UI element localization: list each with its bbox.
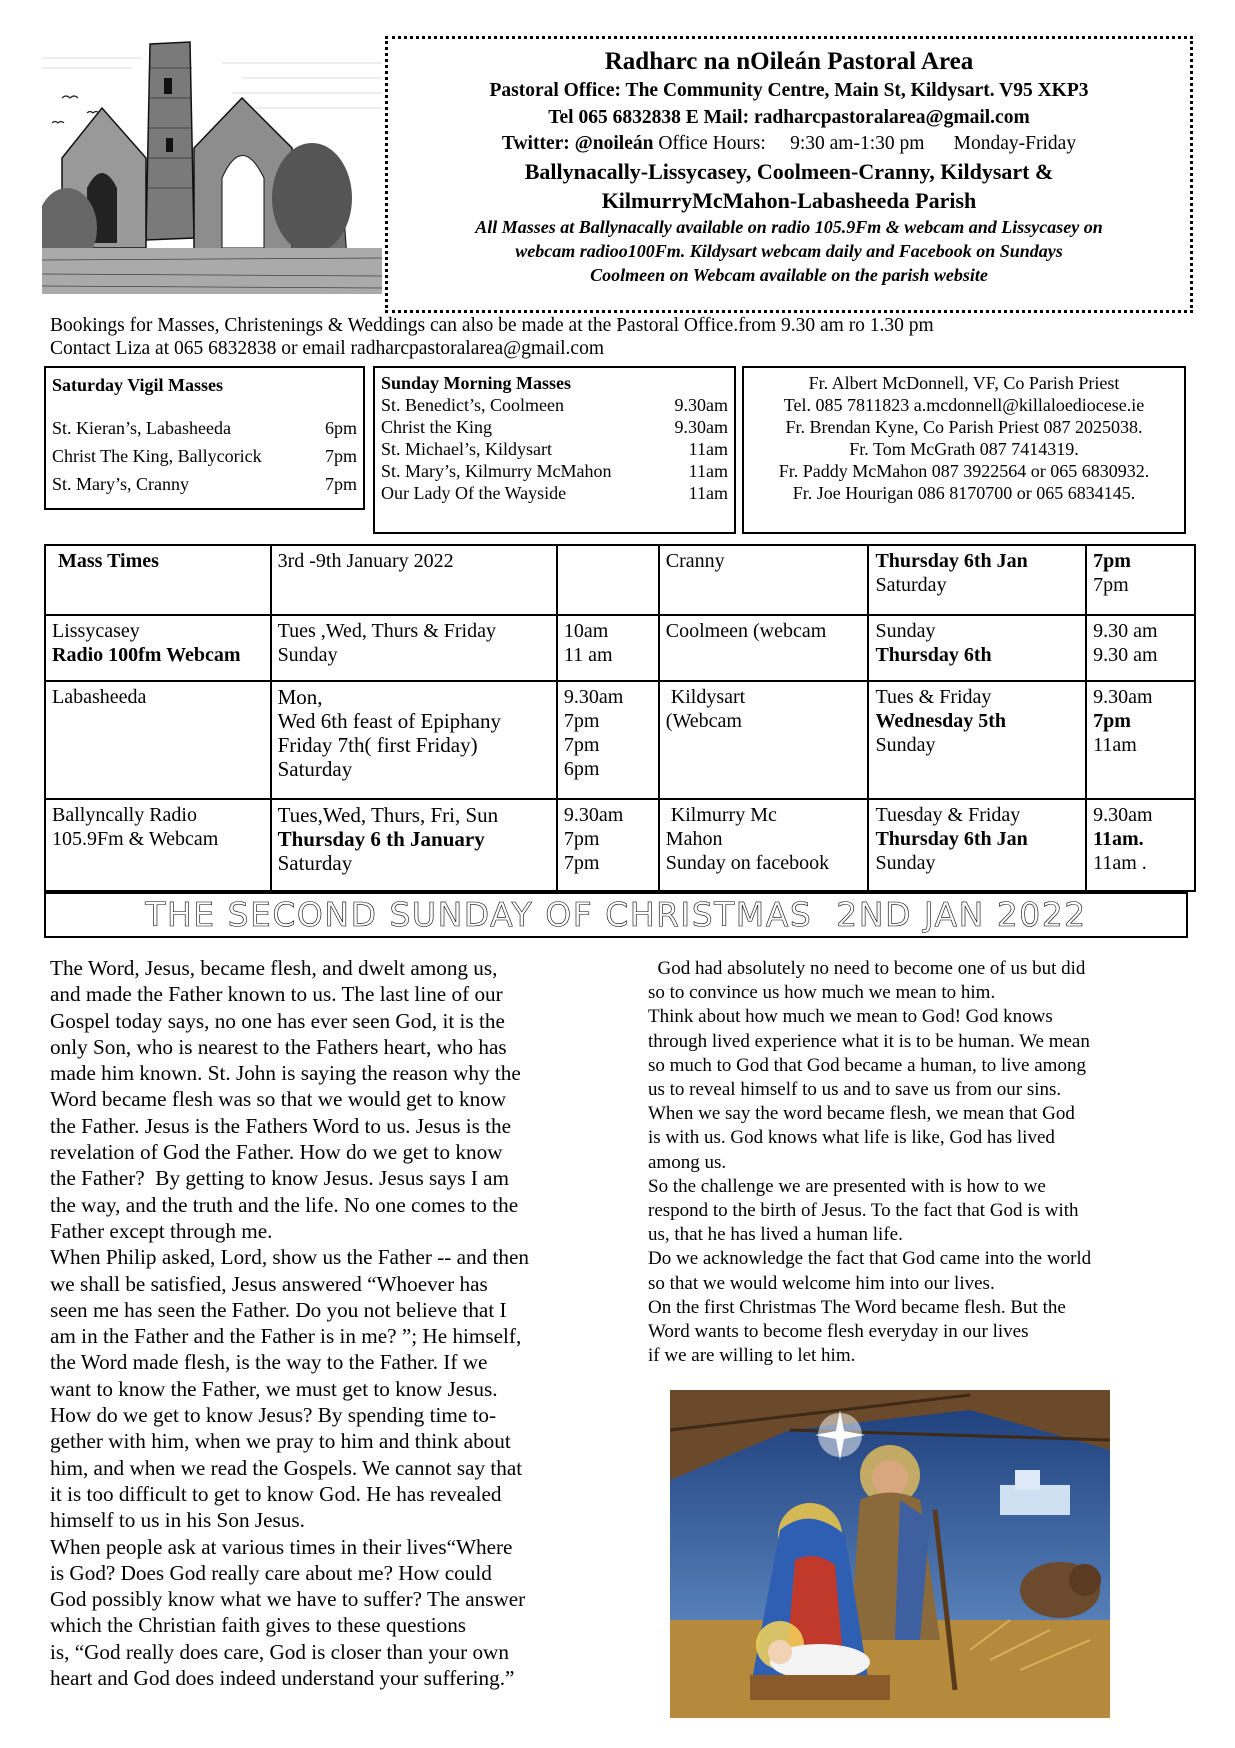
table-cell xyxy=(1086,799,1195,891)
text-line: himself to us in his Son Jesus. xyxy=(50,1508,305,1533)
time: 11am. xyxy=(1093,828,1144,850)
pastoral-area-title: Radharc na nOileán Pastoral Area xyxy=(604,48,974,75)
table-cell xyxy=(868,545,1086,615)
table-row xyxy=(45,545,1195,615)
sunday-item xyxy=(381,394,728,416)
header-info-box xyxy=(385,36,1193,313)
vigil-item xyxy=(52,442,357,470)
text-line: The Word, Jesus, became flesh, and dwelt among us, xyxy=(50,956,498,980)
day: Tuesday & Friday xyxy=(875,804,1021,826)
priest-line: Fr. Joe Hourigan 086 8170700 or 065 6834145. xyxy=(792,483,1136,503)
text-line: God possibly know what we have to suffer? The answer xyxy=(50,1587,526,1612)
table-cell xyxy=(659,681,869,799)
text-line: so to convince us how much we mean to him. xyxy=(648,982,996,1004)
day: Saturday xyxy=(875,574,947,596)
mass-times-table xyxy=(44,544,1196,892)
office-hours: Office Hours: 9:30 am-1:30 pm Monday-Friday xyxy=(653,133,1077,154)
day: Tues & Friday xyxy=(875,686,992,708)
sunday-time: 11am xyxy=(688,439,728,459)
text-line: seen me has seen the Father. Do you not believe that I xyxy=(50,1297,507,1322)
vigil-time: 7pm xyxy=(324,474,357,494)
text-line: Father except through me. xyxy=(50,1218,273,1243)
time: 6pm xyxy=(563,758,600,780)
text-line: so that we would welcome him into our lives. xyxy=(648,1272,995,1294)
time: 11am . xyxy=(1093,852,1147,874)
text-line: the Father? By getting to know Jesus. Jesus says I am xyxy=(50,1166,510,1191)
vigil-place: St. Mary’s, Cranny xyxy=(52,474,189,494)
text-line: When people ask at various times in their lives“Where xyxy=(50,1534,513,1559)
vigil-time: 6pm xyxy=(324,418,357,438)
table-heading: Mass Times xyxy=(58,550,159,572)
text-line: How do we get to know Jesus? By spending time to- xyxy=(50,1403,497,1428)
table-row xyxy=(45,799,1195,891)
reflection-left-column xyxy=(50,955,625,1691)
text-line: revelation of God the Father. How do we get to know xyxy=(50,1140,503,1165)
text-line: heart and God does indeed understand your suffering.” xyxy=(50,1666,515,1691)
text-line: On the first Christmas The Word became flesh. But the xyxy=(648,1296,1066,1318)
text-line: gether with him, when we pray to him and think about xyxy=(50,1429,511,1454)
time: 11am xyxy=(1093,734,1137,756)
time: 7pm xyxy=(563,852,600,874)
text-line: is God? Does God really care about me? How could xyxy=(50,1560,492,1585)
location: Kildysart xyxy=(665,686,746,708)
text-line: us, that he has lived a human life. xyxy=(648,1224,903,1246)
text-line: Word wants to become flesh everyday in our lives xyxy=(648,1321,1029,1343)
text-line: only Son, who is nearest to the Fathers heart, who has xyxy=(50,1034,507,1059)
text-line: we shall be satisfied, Jesus answered “Whoever has xyxy=(50,1271,488,1296)
sunday-item xyxy=(381,416,728,438)
text-line: it is too difficult to get to know God. He has revealed xyxy=(50,1481,502,1506)
parish-line-1: Ballynacally-Lissycasey, Coolmeen-Cranny, Kildysart & xyxy=(524,158,1054,184)
day: Tues,Wed, Thurs, Fri, Sun xyxy=(277,803,499,827)
sunday-time: 9.30am xyxy=(674,395,728,415)
sunday-heading: Sunday Morning Masses xyxy=(381,373,572,393)
day: Saturday xyxy=(277,757,353,781)
table-cell xyxy=(557,681,659,799)
time: 7pm xyxy=(1093,574,1129,596)
text-line: am in the Father and the Father is in me? ”; He himself, xyxy=(50,1324,522,1349)
location: Cranny xyxy=(665,550,725,572)
text-line: want to know the Father, we must get to know Jesus. xyxy=(50,1376,498,1401)
table-cell xyxy=(557,545,659,615)
text-line: Gospel today says, no one has ever seen God, it is the xyxy=(50,1008,505,1033)
text-line: is with us. God knows what life is like, God has lived xyxy=(648,1127,1055,1149)
priests-contact-box xyxy=(742,366,1186,534)
booking-line-2: Contact Liza at 065 6832838 or email radharcpastoralarea@gmail.com xyxy=(50,338,604,359)
table-cell xyxy=(45,615,271,681)
table-cell xyxy=(1086,681,1195,799)
sunday-item xyxy=(381,460,728,482)
location-detail: (Webcam xyxy=(665,710,742,732)
text-line: the way, and the truth and the life. No one comes to the xyxy=(50,1192,519,1217)
sunday-time: 11am xyxy=(688,483,728,503)
location-detail: Radio 100fm Webcam xyxy=(52,644,241,666)
day: Thursday 6th xyxy=(875,644,992,666)
sunday-morning-box xyxy=(373,366,736,534)
time: 9.30am xyxy=(1093,804,1153,826)
text-line: which the Christian faith gives to these questions xyxy=(50,1613,467,1638)
reflection-right-column xyxy=(648,957,1193,1368)
text-line: Think about how much we mean to God! God knows xyxy=(648,1006,1053,1028)
time: 9.30am xyxy=(563,686,624,708)
day: Wed 6th feast of Epiphany xyxy=(277,709,501,733)
table-cell xyxy=(659,799,869,891)
day: Sunday xyxy=(875,852,936,874)
vigil-item xyxy=(52,414,357,442)
day: Wednesday 5th xyxy=(875,710,1007,732)
masses-broadcast-line-3: Coolmeen on Webcam available on the parish website xyxy=(590,264,988,285)
twitter-handle: Twitter: @noileán xyxy=(501,133,654,154)
day: Thursday 6 th January xyxy=(277,827,485,851)
text-line: made him known. St. John is saying the reason why the xyxy=(50,1061,521,1086)
vigil-place: St. Kieran’s, Labasheeda xyxy=(52,418,231,438)
day: Saturday xyxy=(277,851,353,875)
day: Tues ,Wed, Thurs & Friday xyxy=(277,620,496,642)
priest-line: Fr. Albert McDonnell, VF, Co Parish Priest xyxy=(808,373,1120,393)
booking-line-1: Bookings for Masses, Christenings & Weddings can also be made at the Pastoral Office.from 9.30 am ro 1.30 pm xyxy=(50,315,934,336)
sunday-place: Our Lady Of the Wayside xyxy=(381,483,567,503)
text-line: among us. xyxy=(648,1151,727,1173)
time: 9.30am xyxy=(1093,686,1153,708)
time: 9.30 am xyxy=(1093,644,1158,666)
table-cell xyxy=(45,545,271,615)
text-line: if we are willing to let him. xyxy=(648,1345,856,1367)
time: 7pm xyxy=(1093,550,1131,572)
text-line: Word became flesh was so that we would get to know xyxy=(50,1087,507,1112)
table-cell xyxy=(1086,545,1195,615)
text-line: Do we acknowledge the fact that God came into the world xyxy=(648,1248,1092,1270)
sunday-item xyxy=(381,438,728,460)
text-line: the Father. Jesus is the Fathers Word to us. Jesus is the xyxy=(50,1113,512,1138)
table-cell xyxy=(1086,615,1195,681)
location: Mahon xyxy=(665,828,723,850)
location: Coolmeen (webcam xyxy=(665,620,827,642)
location-detail: Sunday on facebook xyxy=(665,852,830,874)
sunday-time: 11am xyxy=(688,461,728,481)
priest-line: Fr. Paddy McMahon 087 3922564 or 065 6830932. xyxy=(778,461,1150,481)
text-line: so much to God that God became a human, to live among xyxy=(648,1054,1086,1076)
sunday-place: St. Mary’s, Kilmurry McMahon xyxy=(381,461,612,481)
masses-broadcast-line-1: All Masses at Ballynacally available on radio 105.9Fm & webcam and Lissycasey on xyxy=(475,216,1103,237)
nativity-scene-image xyxy=(670,1390,1110,1718)
text-line: is, “God really does care, God is closer than your own xyxy=(50,1639,509,1664)
text-line: respond to the birth of Jesus. To the fact that God is with xyxy=(648,1200,1079,1222)
text-line: us to reveal himself to us and to save us from our sins. xyxy=(648,1079,1062,1101)
vigil-time: 7pm xyxy=(324,446,357,466)
time: 7pm xyxy=(563,828,600,850)
parish-line-2: KilmurryMcMahon-Labasheeda Parish xyxy=(601,187,977,213)
twitter-hours-line xyxy=(388,134,1190,154)
table-cell xyxy=(271,799,557,891)
day: Sunday xyxy=(875,620,936,642)
table-cell xyxy=(557,799,659,891)
text-line: the Word made flesh, is the way to the Father. If we xyxy=(50,1350,488,1375)
time: 10am xyxy=(563,620,609,642)
day: Sunday xyxy=(875,734,936,756)
time: 7pm xyxy=(563,734,600,756)
table-row xyxy=(45,681,1195,799)
table-cell xyxy=(45,681,271,799)
time: 9.30 am xyxy=(1093,620,1158,642)
day: Thursday 6th Jan xyxy=(875,828,1028,850)
table-cell xyxy=(45,799,271,891)
priest-line: Fr. Brendan Kyne, Co Parish Priest 087 2025038. xyxy=(785,417,1143,437)
table-cell xyxy=(271,681,557,799)
text-line: God had absolutely no need to become one of us but did xyxy=(648,958,1086,979)
table-cell xyxy=(868,681,1086,799)
location: Ballyncally Radio xyxy=(52,804,197,826)
table-cell xyxy=(659,615,869,681)
sunday-place: St. Michael’s, Kildysart xyxy=(381,439,552,459)
time: 11 am xyxy=(563,644,613,666)
table-cell xyxy=(557,615,659,681)
sunday-time: 9.30am xyxy=(674,417,728,437)
sunday-place: St. Benedict’s, Coolmeen xyxy=(381,395,564,415)
vigil-place: Christ The King, Ballycorick xyxy=(52,446,262,466)
text-line: and made the Father known to us. The last line of our xyxy=(50,982,503,1007)
text-line: through lived experience what it is to be human. We mean xyxy=(648,1030,1090,1052)
day: Sunday xyxy=(277,644,338,666)
sunday-place: Christ the King xyxy=(381,417,492,437)
text-line: So the challenge we are presented with is how to we xyxy=(648,1175,1046,1197)
location: Kilmurry Mc xyxy=(665,804,777,826)
vigil-heading: Saturday Vigil Masses xyxy=(52,375,224,395)
date-range: 3rd -9th January 2022 xyxy=(277,550,454,572)
church-ruin-illustration xyxy=(42,38,382,294)
time: 7pm xyxy=(563,710,600,732)
table-row xyxy=(45,615,1195,681)
table-cell xyxy=(271,545,557,615)
contact-line: Tel 065 6832838 E Mail: radharcpastoralarea@gmail.com xyxy=(548,106,1030,128)
masses-broadcast-line-2: webcam radioo100Fm. Kildysart webcam daily and Facebook on Sundays xyxy=(515,240,1063,261)
text-line: him, and when we read the Gospels. We cannot say that xyxy=(50,1455,523,1480)
time: 9.30am xyxy=(563,804,624,826)
sunday-title-banner: THE SECOND SUNDAY OF CHRISTMAS 2ND JAN 2022 xyxy=(44,892,1188,938)
vigil-item xyxy=(52,470,357,498)
location: Labasheeda xyxy=(52,686,147,708)
priest-line: Tel. 085 7811823 a.mcdonnell@killaloediocese.ie xyxy=(783,395,1145,415)
saturday-vigil-box xyxy=(44,366,365,510)
text-line: When Philip asked, Lord, show us the Father -- and then xyxy=(50,1245,529,1270)
sunday-item xyxy=(381,482,728,504)
text-line: When we say the word became flesh, we mean that God xyxy=(648,1103,1075,1125)
table-cell xyxy=(271,615,557,681)
office-address: Pastoral Office: The Community Centre, Main St, Kildysart. V95 XKP3 xyxy=(489,80,1089,101)
priest-line: Fr. Tom McGrath 087 7414319. xyxy=(849,439,1079,459)
table-cell xyxy=(659,545,869,615)
day: Mon, xyxy=(277,685,323,709)
location-detail: 105.9Fm & Webcam xyxy=(52,828,219,850)
day: Friday 7th( first Friday) xyxy=(277,733,478,757)
time: 7pm xyxy=(1093,710,1131,732)
location: Lissycasey xyxy=(52,620,140,642)
table-cell xyxy=(868,615,1086,681)
table-cell xyxy=(868,799,1086,891)
day: Thursday 6th Jan xyxy=(875,550,1028,572)
